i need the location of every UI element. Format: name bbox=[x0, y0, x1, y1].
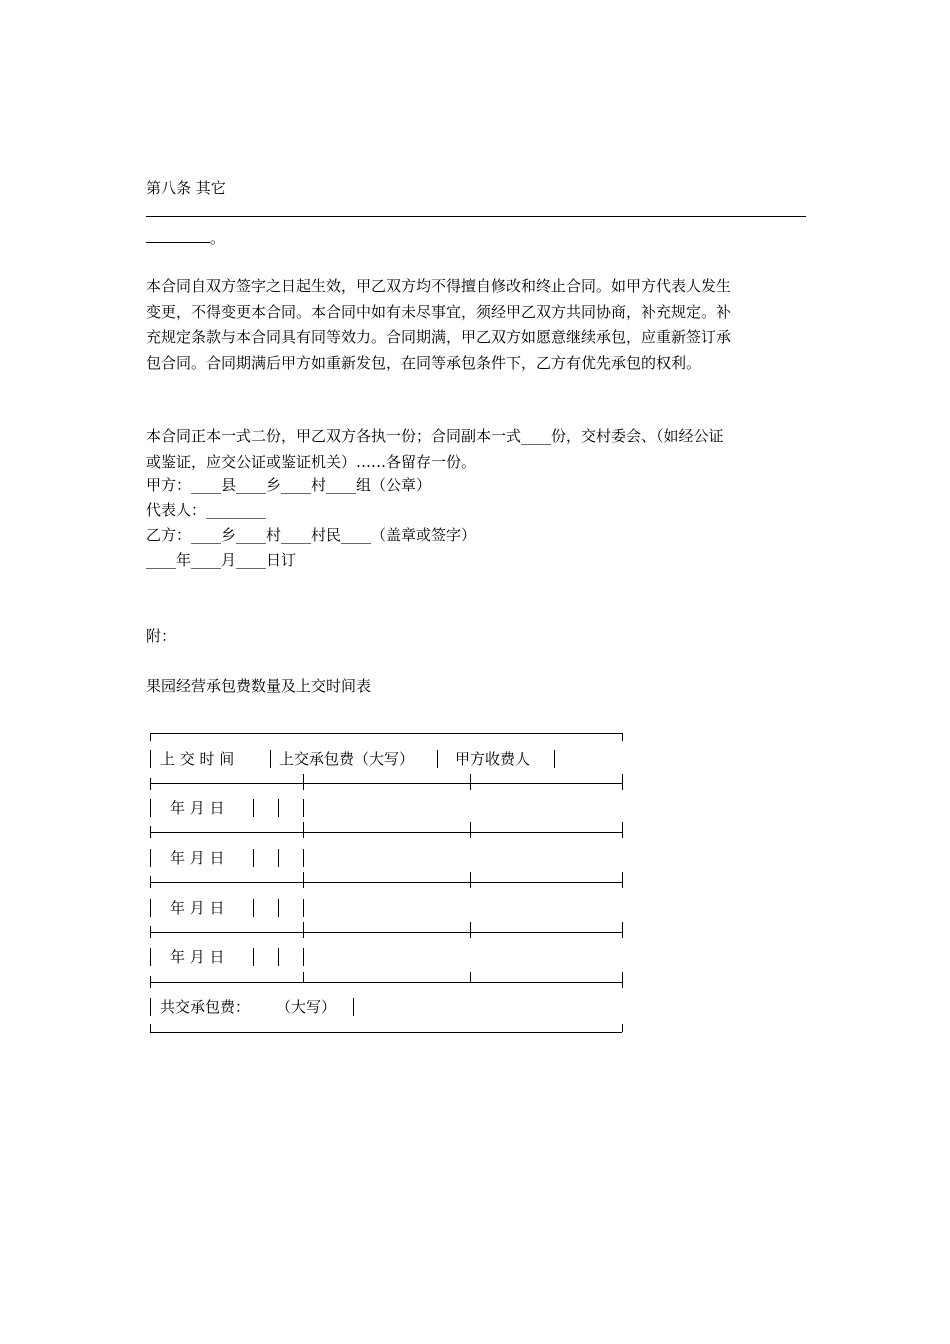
cell-divider bbox=[470, 822, 471, 838]
appendix-label: 附： bbox=[146, 627, 177, 645]
cell-divider bbox=[470, 774, 471, 790]
cell-divider bbox=[303, 822, 304, 838]
cell-divider bbox=[437, 750, 438, 768]
copies-paragraph bbox=[146, 424, 808, 475]
row-separator bbox=[150, 783, 622, 784]
party-a-line: 甲方：____县____乡____村____组（公章） bbox=[146, 476, 432, 494]
cell-divider bbox=[150, 826, 151, 838]
cell-divider bbox=[253, 948, 254, 966]
cell-divider bbox=[622, 774, 623, 790]
header-collector: 甲方收费人 bbox=[455, 750, 531, 768]
cell-divider bbox=[270, 750, 271, 768]
total-label: 共交承包费： bbox=[160, 998, 251, 1016]
cell-divider bbox=[150, 899, 151, 917]
cell-divider bbox=[303, 774, 304, 790]
corner-mark bbox=[622, 1024, 623, 1032]
header-fee: 上交承包费（大写） bbox=[279, 750, 415, 768]
validity-line: 充规定条款与本合同具有同等效力。合同期满，甲乙双方如愿意继续承包，应重新签订承 bbox=[146, 328, 732, 346]
copies-line: 或鉴证，应交公证或鉴证机关）……各留存一份。 bbox=[146, 452, 477, 471]
cell-divider bbox=[278, 849, 279, 867]
row-separator bbox=[150, 932, 622, 933]
date-line: ____年____月____日订 bbox=[146, 551, 297, 569]
row-date: 年 月 日 bbox=[170, 849, 225, 867]
cell-divider bbox=[622, 922, 623, 938]
cell-divider bbox=[150, 750, 151, 768]
cell-divider bbox=[150, 849, 151, 867]
row-date: 年 月 日 bbox=[170, 799, 225, 817]
cell-divider bbox=[470, 922, 471, 938]
cell-divider bbox=[253, 899, 254, 917]
table-bottom-border bbox=[150, 1032, 622, 1033]
cell-divider bbox=[303, 849, 304, 867]
row-separator bbox=[150, 832, 622, 833]
copies-line: 本合同正本一式二份，甲乙双方各执一份；合同副本一式____份，交村委会、（如经公证 bbox=[146, 427, 724, 445]
cell-divider bbox=[303, 972, 304, 982]
cell-divider bbox=[622, 972, 623, 988]
cell-divider bbox=[622, 822, 623, 838]
header-time: 上 交 时 间 bbox=[160, 750, 235, 768]
validity-line: 变更，不得变更本合同。本合同中如有未尽事宜，须经甲乙双方共同协商，补充规定。补 bbox=[146, 302, 732, 321]
cell-divider bbox=[303, 948, 304, 966]
row-separator bbox=[150, 982, 622, 983]
cell-divider bbox=[470, 972, 471, 982]
validity-line: 包合同。合同期满后甲方如重新发包，在同等承包条件下，乙方有优先承包的权利。 bbox=[146, 353, 702, 372]
cell-divider bbox=[150, 948, 151, 966]
representative-line: 代表人：________ bbox=[146, 501, 267, 519]
table-title: 果园经营承包费数量及上交时间表 bbox=[146, 677, 372, 695]
cell-divider bbox=[554, 750, 555, 768]
validity-paragraph bbox=[146, 274, 808, 376]
cell-divider bbox=[278, 799, 279, 817]
cell-divider bbox=[303, 872, 304, 888]
corner-mark bbox=[150, 733, 151, 741]
row-date: 年 月 日 bbox=[170, 899, 225, 917]
article-8-blank-line-1 bbox=[146, 216, 806, 217]
article-8-heading: 第八条 其它 bbox=[146, 179, 226, 197]
cell-divider bbox=[353, 998, 354, 1016]
cell-divider bbox=[303, 899, 304, 917]
cell-divider bbox=[278, 948, 279, 966]
cell-divider bbox=[150, 926, 151, 938]
article-8-period: 。 bbox=[210, 229, 226, 247]
cell-divider bbox=[622, 872, 623, 888]
corner-mark bbox=[622, 733, 623, 741]
cell-divider bbox=[470, 872, 471, 888]
cell-divider bbox=[253, 849, 254, 867]
cell-divider bbox=[150, 998, 151, 1016]
cell-divider bbox=[303, 922, 304, 938]
row-separator bbox=[150, 882, 622, 883]
article-8-blank-line-2 bbox=[146, 242, 210, 243]
cell-divider bbox=[150, 976, 151, 988]
cell-divider bbox=[278, 899, 279, 917]
corner-mark bbox=[150, 1024, 151, 1032]
validity-line: 本合同自双方签字之日起生效，甲乙双方均不得擅自修改和终止合同。如甲方代表人发生 bbox=[146, 277, 732, 295]
row-date: 年 月 日 bbox=[170, 948, 225, 966]
table-top-border bbox=[150, 733, 622, 734]
cell-divider bbox=[150, 799, 151, 817]
cell-divider bbox=[150, 778, 151, 790]
cell-divider bbox=[253, 799, 254, 817]
cell-divider bbox=[303, 799, 304, 817]
total-note: （大写） bbox=[276, 998, 337, 1016]
party-b-line: 乙方：____乡____村____村民____（盖章或签字） bbox=[146, 526, 477, 544]
cell-divider bbox=[150, 876, 151, 888]
